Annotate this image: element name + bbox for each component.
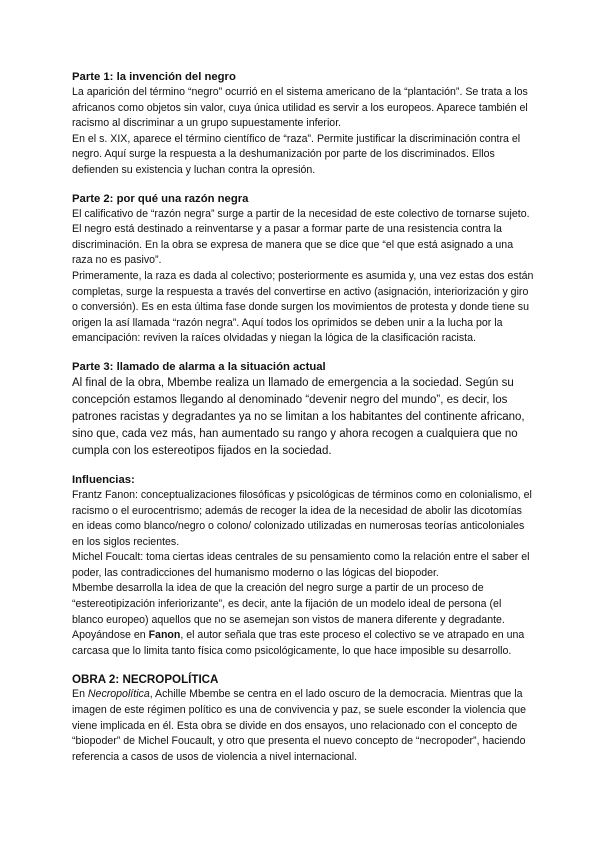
section-obra-2: [72, 672, 534, 765]
paragraph-fanon: [72, 628, 534, 659]
bold-text: Fanon: [148, 629, 181, 642]
paragraph: Al final de la obra, Mbembe realiza un llamado de emergencia a la sociedad. Según su concepción estamos llegando al denominado “devenir negro del mundo”, es decir, los patrones racistas y degradantes ya no se limitan a los habitantes del continente africano, sino que, cada vez más, han aumentado su rango y ahora recogen a cualquiera que no cumpla con los estereotipos fijados en la sociedad.: [72, 376, 525, 457]
paragraph: Mbembe desarrolla la idea de que la creación del negro surge a partir de un proceso de “estereotipización inferiorizante”, es decir, ante la fijación de un modelo ideal de persona (el blanco europeo) aquellos que no se asemejan son vistos de manera diferente y degradante.: [72, 582, 505, 626]
section-heading: Influencias:: [72, 473, 135, 486]
section-heading: Parte 2: por qué una razón negra: [72, 192, 249, 205]
paragraph: Frantz Fanon: conceptualizaciones filosóficas y psicológicas de términos como en colonialismo, el racismo o el eurocentrismo; además de recoger la idea de la necesidad de abolir las dicotomías en ideas como blanco/negro o colono/ colonizado utilizadas en numerosas teorías anticoloniales en los siglos recientes.: [72, 488, 532, 548]
section-parte-3: [72, 360, 534, 460]
text-run: Apoyándose en: [72, 629, 149, 642]
section-influencias: [72, 473, 534, 660]
paragraph: La aparición del término “negro” ocurrió en el sistema americano de la “plantación”. Se trata a los africanos como objetos sin valor, cuya única utilidad es servir a los europeos. Aparece también el racismo al discriminar a un grupo supuestamente inferior.: [72, 86, 528, 130]
section-parte-2: [72, 192, 534, 347]
section-heading: Parte 1: la invención del negro: [72, 71, 236, 83]
text-run: En: [72, 688, 88, 701]
paragraph: Primeramente, la raza es dada al colectivo; posteriormente es asumida y, una vez estas dos están completas, surge la respuesta a través del convertirse en activo (asignación, interiorización y giro o conversión). Es en esta última fase donde surgen los movimientos de protesta y donde tiene su origen la así llamada “razón negra”. Aquí todos los oprimidos se deben unir a la lucha por la emancipación: reviven la raíces olvidadas y niegan la lógica de la clasificación racista.: [72, 269, 534, 345]
text-run: , Achille Mbembe se centra en el lado oscuro de la democracia. Mientras que la imagen de este régimen político es una de convivencia y paz, se suele esconder la violencia que viene implicada en él. Esta obra se divide en dos ensayos, uno relacionado con el concepto de “biopoder” de Michel Foucault, y otro que presenta el nuevo concepto de “necropoder”, haciendo referencia a casos de usos de violencia a nivel internacional.: [72, 688, 527, 763]
text-run: , el autor señala que tras este proceso el colectivo se ve atrapado en una carcasa que lo limita tanto física como psicológicamente, lo que hace imposible su desarrollo.: [72, 629, 525, 657]
paragraph: En el s. XIX, aparece el término científico de “raza”. Permite justificar la discriminación contra el negro. Aquí surge la respuesta a la deshumanización por parte de los discriminados. Ellos defienden su existencia y luchan contra la opresión.: [72, 132, 521, 176]
section-heading: Parte 3: llamado de alarma a la situación actual: [72, 360, 326, 373]
paragraph-obra: [72, 687, 534, 765]
section-parte-1: [72, 70, 534, 179]
section-heading: OBRA 2: NECROPOLÍTICA: [72, 673, 219, 687]
italic-text: Necropolítica: [87, 688, 150, 701]
paragraph: El calificativo de “razón negra” surge a partir de la necesidad de este colectivo de tornarse sujeto. El negro está destinado a reinventarse y a pasar a formar parte de una resistencia contra la discriminación. En la obra se expresa de manera que se dice que “el que está asignado a una raza no es pasivo”.: [72, 207, 530, 267]
paragraph: Michel Foucalt: toma ciertas ideas centrales de su pensamiento como la relación entre el saber el poder, las contradicciones del humanismo moderno o las lógicas del biopoder.: [72, 551, 530, 579]
